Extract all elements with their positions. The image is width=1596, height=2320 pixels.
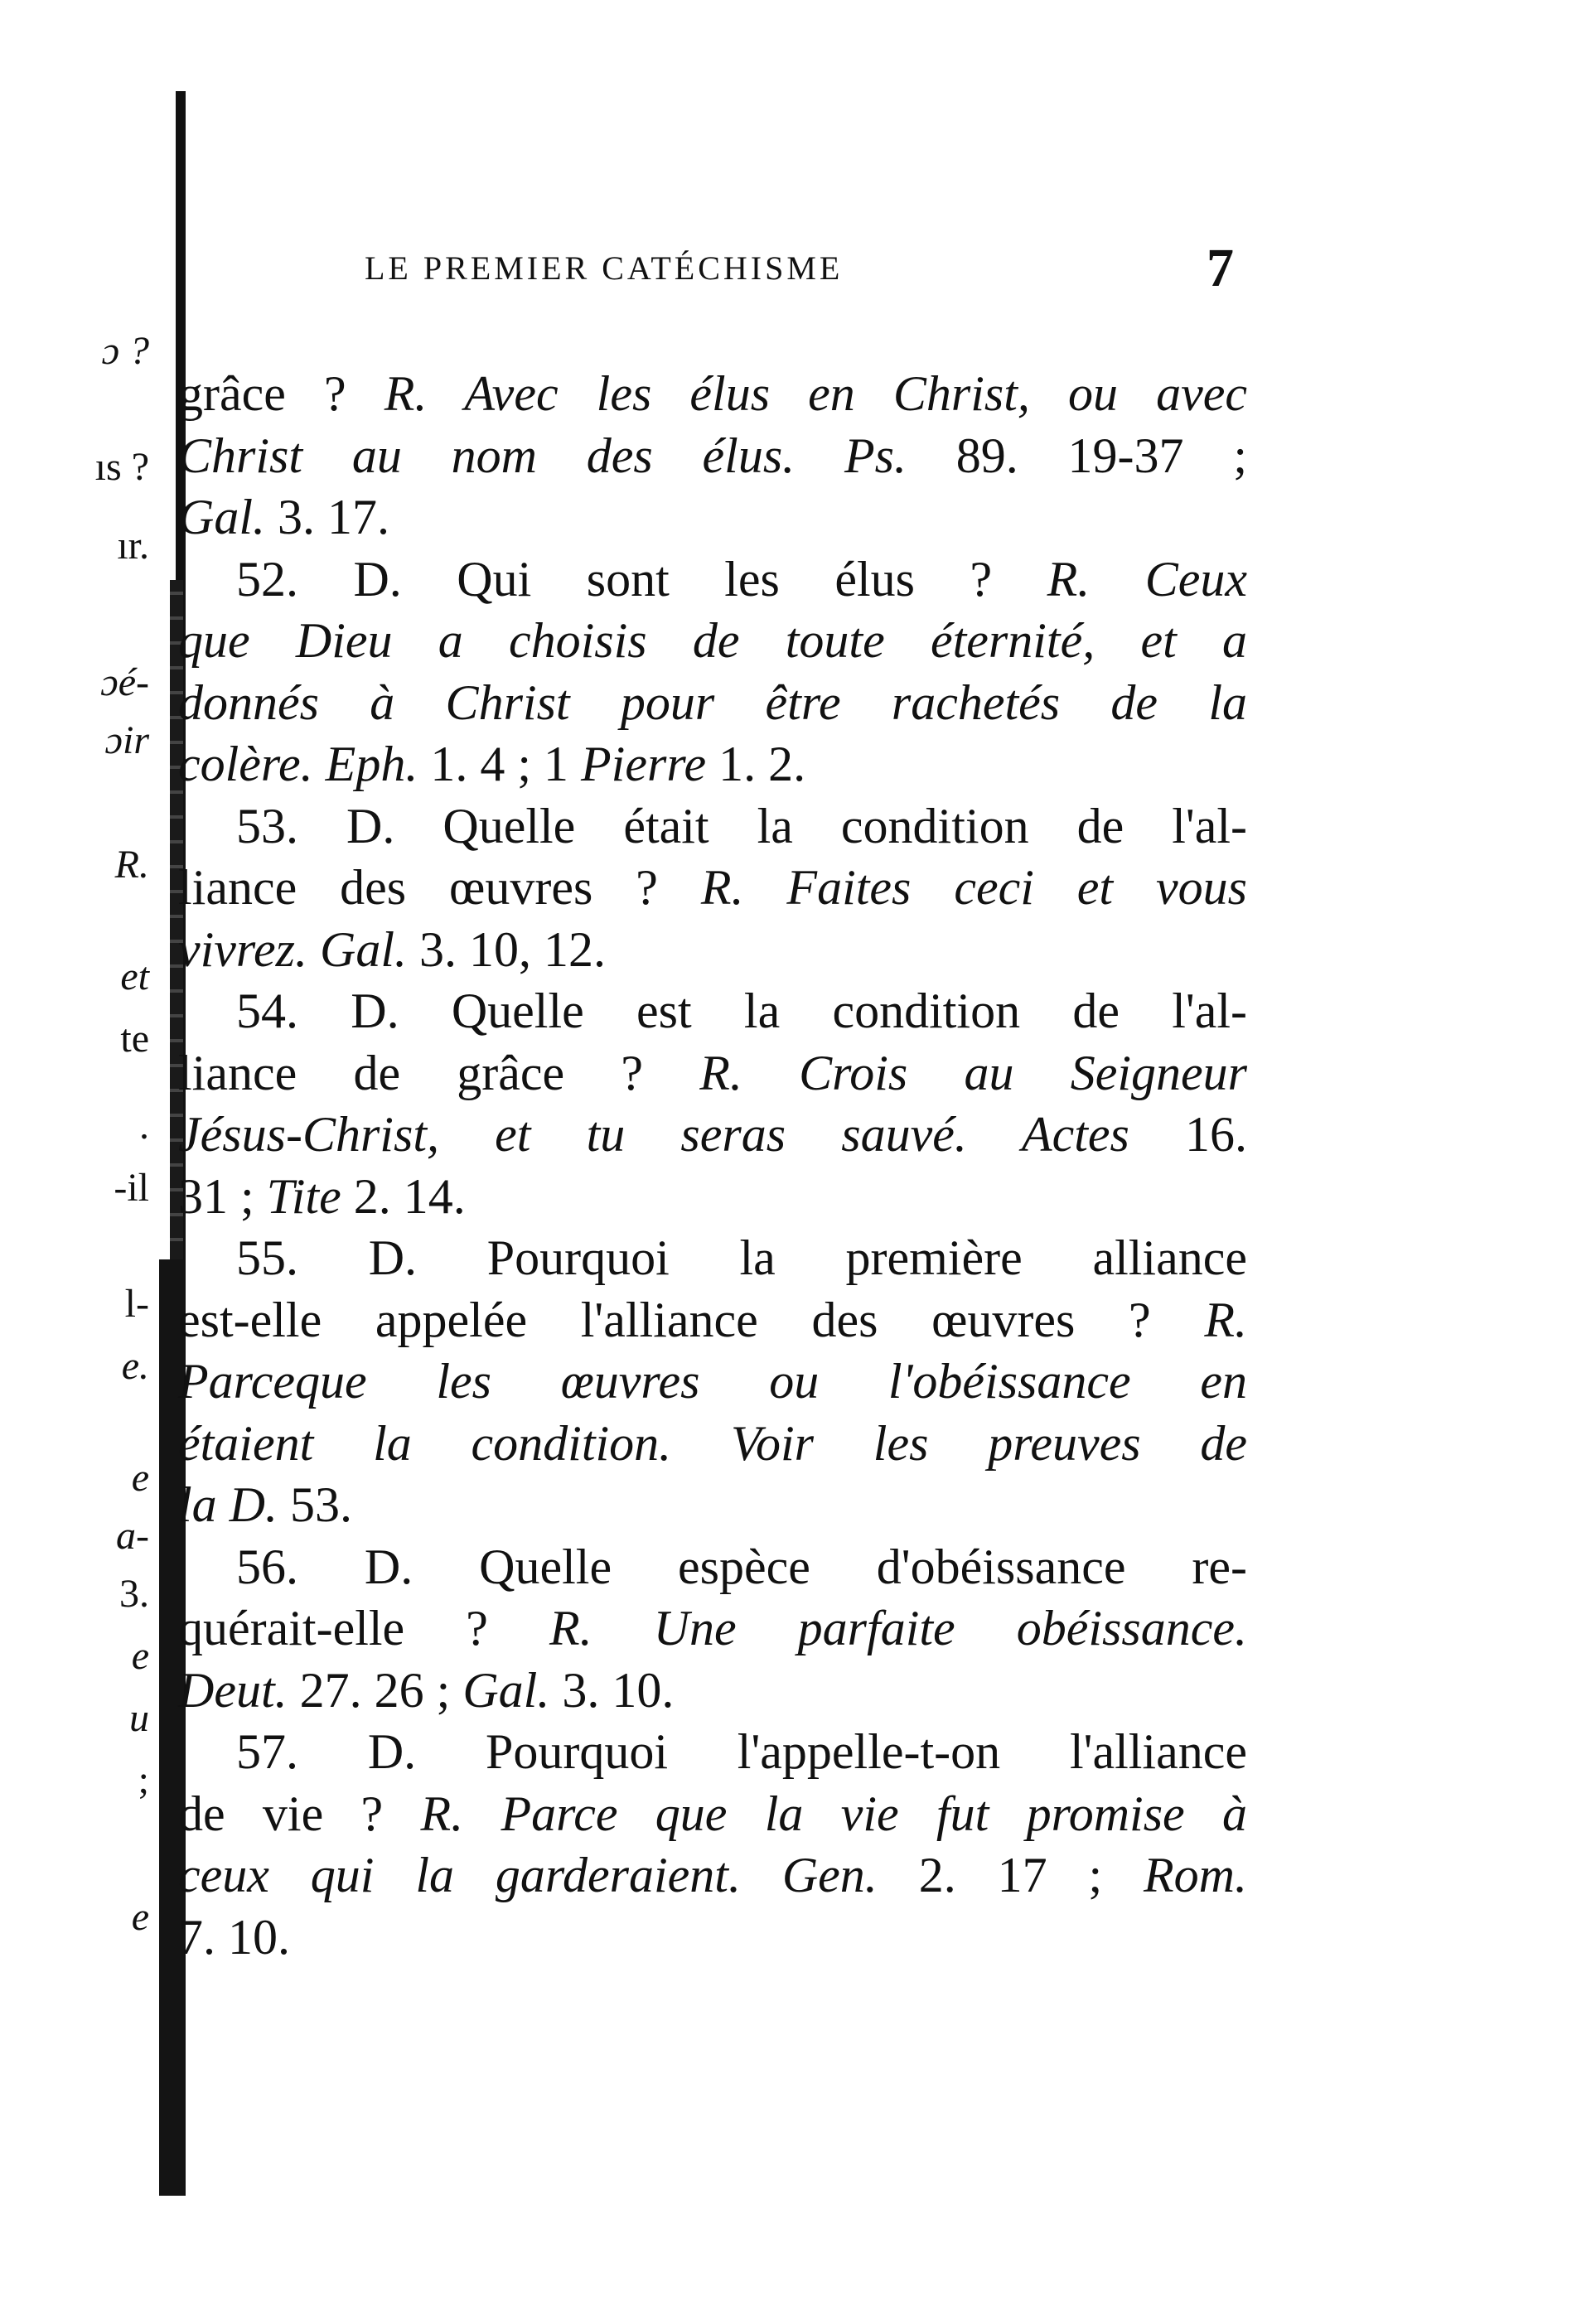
text-line — [178, 1474, 1247, 1536]
text-line — [178, 1289, 1247, 1351]
roman-segment: 7. 10. — [178, 1909, 290, 1965]
italic-segment: Christ au nom des élus. Ps. — [178, 428, 907, 483]
italic-segment: la D. — [178, 1477, 278, 1532]
text-line — [178, 1536, 1247, 1598]
roman-segment: 56. D. Quelle espèce d'obéissance re- — [236, 1539, 1247, 1594]
facing-page-fragment: te — [120, 1017, 149, 1061]
text-line — [178, 1351, 1247, 1413]
facing-page-fragment: ɔé- — [100, 660, 149, 704]
italic-segment: Tite — [266, 1168, 341, 1224]
text-line — [178, 1844, 1247, 1907]
italic-segment: Parceque les œuvres ou l'obéissance en — [178, 1354, 1247, 1409]
text-line — [178, 733, 1247, 795]
italic-segment: Jésus-Christ, et tu seras sauvé. Actes — [178, 1107, 1129, 1162]
facing-page-fragment: . — [139, 1104, 149, 1148]
facing-page-fragment: ıs ? — [94, 445, 149, 489]
roman-segment: 53. — [278, 1477, 352, 1532]
facing-page-fragment: e. — [121, 1344, 149, 1388]
text-line — [178, 1783, 1247, 1845]
facing-page-fragment: 3. — [119, 1572, 149, 1616]
italic-segment: Pierre — [581, 737, 707, 791]
facing-page-fragment: -il — [114, 1166, 149, 1210]
facing-page-fragment: a- — [116, 1514, 149, 1558]
text-line — [178, 1721, 1247, 1783]
facing-page-fragment: e — [131, 1456, 149, 1500]
roman-segment: liance de grâce ? — [178, 1045, 700, 1100]
text-line — [178, 1104, 1247, 1166]
text-line — [178, 857, 1247, 919]
roman-segment: 31 ; — [178, 1168, 267, 1224]
text-line — [178, 980, 1247, 1042]
roman-segment: quérait-elle ? — [178, 1601, 549, 1655]
italic-segment: R. Ceux — [1047, 551, 1247, 607]
roman-segment: 57. D. Pourquoi l'appelle-t-on l'alliance — [236, 1724, 1247, 1779]
text-line — [178, 549, 1247, 611]
roman-segment: 89. 19-37 ; — [906, 428, 1247, 483]
italic-segment: Gal. — [462, 1662, 550, 1718]
text-line — [178, 1597, 1247, 1660]
roman-segment: 1. 2. — [706, 737, 806, 791]
text-line — [178, 672, 1247, 734]
roman-segment: 2. 17 ; — [877, 1848, 1144, 1902]
italic-segment: ceux qui la garderaient. Gen. — [178, 1848, 878, 1902]
page-number: 7 — [1207, 238, 1234, 298]
roman-segment: 55. D. Pourquoi la première alliance — [236, 1230, 1247, 1285]
facing-page-fragment: u — [129, 1696, 149, 1740]
roman-segment: 3. 10, 12. — [407, 921, 607, 977]
roman-segment: 54. D. Quelle est la condition de l'al- — [236, 984, 1247, 1038]
roman-segment: 2. 14. — [341, 1168, 466, 1224]
text-line — [178, 425, 1247, 487]
text-line — [178, 919, 1247, 981]
text-line — [178, 1042, 1247, 1104]
facing-page-fragment: l- — [124, 1282, 149, 1326]
italic-segment: R. Avec les élus en Christ, ou avec — [384, 366, 1247, 421]
roman-segment: liance des œuvres ? — [178, 860, 701, 915]
roman-segment: de vie ? — [178, 1786, 421, 1841]
roman-segment: 52. D. Qui sont les élus ? — [236, 551, 1047, 607]
italic-segment: R. Faites ceci et vous — [700, 860, 1248, 915]
text-line — [178, 363, 1247, 425]
roman-segment: 16. — [1129, 1107, 1248, 1162]
italic-segment: Deut. — [178, 1662, 288, 1718]
roman-segment: 27. 26 ; — [287, 1662, 463, 1718]
roman-segment: grâce ? — [178, 366, 384, 421]
facing-page-fragment: e — [131, 1895, 149, 1939]
roman-segment: 3. 10. — [549, 1662, 675, 1718]
facing-page-fragment: ; — [138, 1758, 149, 1802]
italic-segment: donnés à Christ pour être rachetés de la — [178, 674, 1247, 730]
roman-segment: 1. 4 ; 1 — [418, 737, 582, 791]
facing-page-fragment: ɔir — [104, 718, 149, 762]
italic-segment: vivrez. Gal. — [178, 921, 408, 977]
roman-segment: 3. 17. — [265, 490, 389, 544]
italic-segment: R. Parce que la vie fut promise à — [420, 1786, 1247, 1841]
facing-page-fragment: e — [131, 1634, 149, 1678]
roman-segment: 53. D. Quelle était la condition de l'al- — [236, 798, 1247, 853]
facing-page-fragment: ɔ ? — [101, 329, 149, 373]
italic-segment: étaient la condition. Voir les preuves de — [178, 1415, 1247, 1471]
text-line — [178, 1660, 1247, 1722]
text-line — [178, 610, 1247, 672]
italic-segment: R. — [1204, 1292, 1247, 1347]
text-line — [178, 486, 1247, 549]
italic-segment: R. Une parfaite obéissance. — [549, 1601, 1247, 1655]
text-line — [178, 1166, 1247, 1228]
italic-segment: R. Crois au Seigneur — [699, 1045, 1247, 1100]
italic-segment: Gal. — [178, 490, 265, 544]
text-line — [178, 1907, 1247, 1969]
italic-segment: Rom. — [1144, 1848, 1247, 1902]
text-line — [178, 795, 1247, 858]
italic-segment: que Dieu a choisis de toute éternité, et a — [178, 613, 1247, 668]
facing-page-fragment: et — [120, 955, 149, 998]
running-title: LE PREMIER CATÉCHISME — [365, 249, 844, 287]
italic-segment: colère. Eph. — [178, 737, 418, 791]
text-line — [178, 1413, 1247, 1475]
body-text — [178, 363, 1247, 1968]
facing-page-fragment: ır. — [117, 524, 149, 568]
text-line — [178, 1227, 1247, 1289]
roman-segment: est-elle appelée l'alliance des œuvres ? — [178, 1292, 1205, 1347]
facing-page-fragment: R. — [114, 843, 149, 887]
